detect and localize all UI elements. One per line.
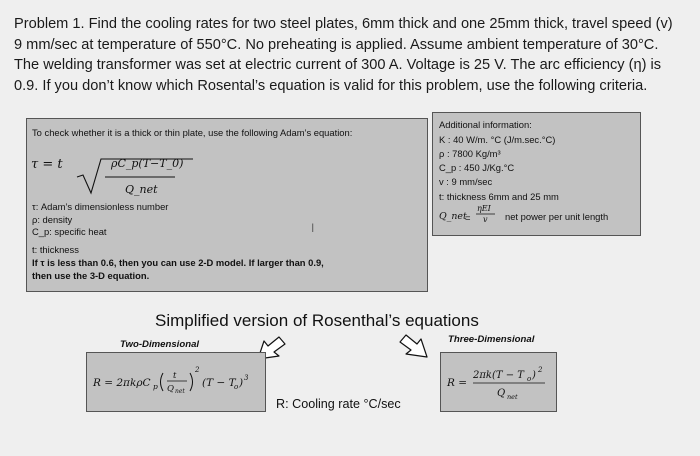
problem-line: Problem 1. Find the cooling rates for two steel plates, 6mm thick and one 25mm thick, travel speed (v)	[14, 16, 673, 32]
problem-line: 9 mm/sec at temperature of 550°C. No preheating is applied. Assume ambient temperature of 30°C.	[14, 36, 659, 53]
info-qnet-label: Q_net	[439, 211, 467, 222]
simplified-title: Simplified version of Rosenthal’s equations	[155, 311, 479, 330]
adam-equation-left: τ = t	[31, 157, 63, 172]
arrow-down-right-icon	[396, 333, 430, 361]
info-qnet-den: v	[483, 215, 488, 224]
definition-tau: τ: Adam’s dimensionless number	[32, 201, 169, 212]
svg-text:(T − T: (T − T	[202, 377, 236, 389]
info-k: K : 40 W/m. °C (J/m.sec.°C)	[439, 134, 556, 145]
info-qnet-num: ηEI	[477, 204, 491, 213]
svg-text:): )	[532, 370, 536, 381]
svg-text:net: net	[507, 393, 518, 401]
two-d-equation-box	[86, 352, 266, 412]
svg-text:2: 2	[195, 366, 200, 374]
cooling-rate-label: R: Cooling rate °C/sec	[276, 397, 401, 411]
additional-info-box: Additional information: K : 40 W/m. °C (J/m.sec.°C) ρ : 7800 Kg/m³ C_p : 450 J/Kg.°C v : 9 mm/sec t: thickness 6mm and 25 mm Q_net = ηEI v net power per unit length	[432, 112, 641, 236]
svg-text:2: 2	[538, 366, 543, 374]
two-d-equation	[87, 353, 265, 411]
svg-text:o: o	[234, 383, 239, 391]
adam-heading: To check whether it is a thick or thin plate, use the following Adam’s equation:	[32, 127, 353, 138]
two-d-label: Two-Dimensional	[120, 339, 200, 350]
svg-text:R =: R =	[447, 377, 468, 389]
svg-text:Q: Q	[497, 388, 506, 399]
adam-equation-box	[26, 118, 428, 292]
svg-text:): )	[239, 377, 244, 389]
svg-text:t: t	[173, 371, 177, 381]
info-cp: C_p : 450 J/Kg.°C	[439, 162, 515, 173]
svg-text:R = 2πkρC: R = 2πkρC	[93, 377, 151, 389]
info-thickness: t: thickness 6mm and 25 mm	[439, 191, 559, 202]
problem-line: 0.9. If you don’t know which Rosental’s equation is valid for this problem, use the following criteria.	[14, 77, 648, 94]
info-v: v : 9 mm/sec	[439, 176, 493, 187]
info-title: Additional information:	[439, 119, 532, 130]
svg-text:3: 3	[244, 374, 249, 382]
three-d-equation	[441, 353, 556, 411]
svg-text:Q: Q	[167, 384, 174, 394]
problem-line: The welding transformer was set at electric current of 300 A. Voltage is 25 V. The arc efficiency (η) is	[14, 57, 662, 74]
three-d-label: Three-Dimensional	[448, 334, 535, 345]
definition-specific-heat: C_p: specific heat	[32, 226, 107, 237]
svg-text:2πk(T − T: 2πk(T − T	[473, 370, 524, 381]
definition-density: ρ: density	[32, 214, 73, 225]
problem-statement	[14, 14, 694, 96]
adam-denominator: Q_net	[125, 183, 158, 196]
rule-line: then use the 3-D equation.	[32, 270, 150, 281]
svg-text:p: p	[153, 382, 158, 391]
three-d-equation-box	[440, 352, 557, 412]
svg-text:o: o	[527, 375, 532, 383]
info-qnet-desc: net power per unit length	[505, 211, 609, 222]
svg-text:net: net	[175, 388, 185, 395]
adam-numerator: ρC_p(T−T_0)	[111, 157, 184, 170]
definition-thickness: t: thickness	[32, 244, 79, 255]
rule-line: If τ is less than 0.6, then you can use 2-D model. If larger than 0.9,	[32, 257, 324, 268]
text-cursor-icon: I	[311, 221, 315, 235]
info-rho: ρ : 7800 Kg/m³	[439, 148, 501, 159]
